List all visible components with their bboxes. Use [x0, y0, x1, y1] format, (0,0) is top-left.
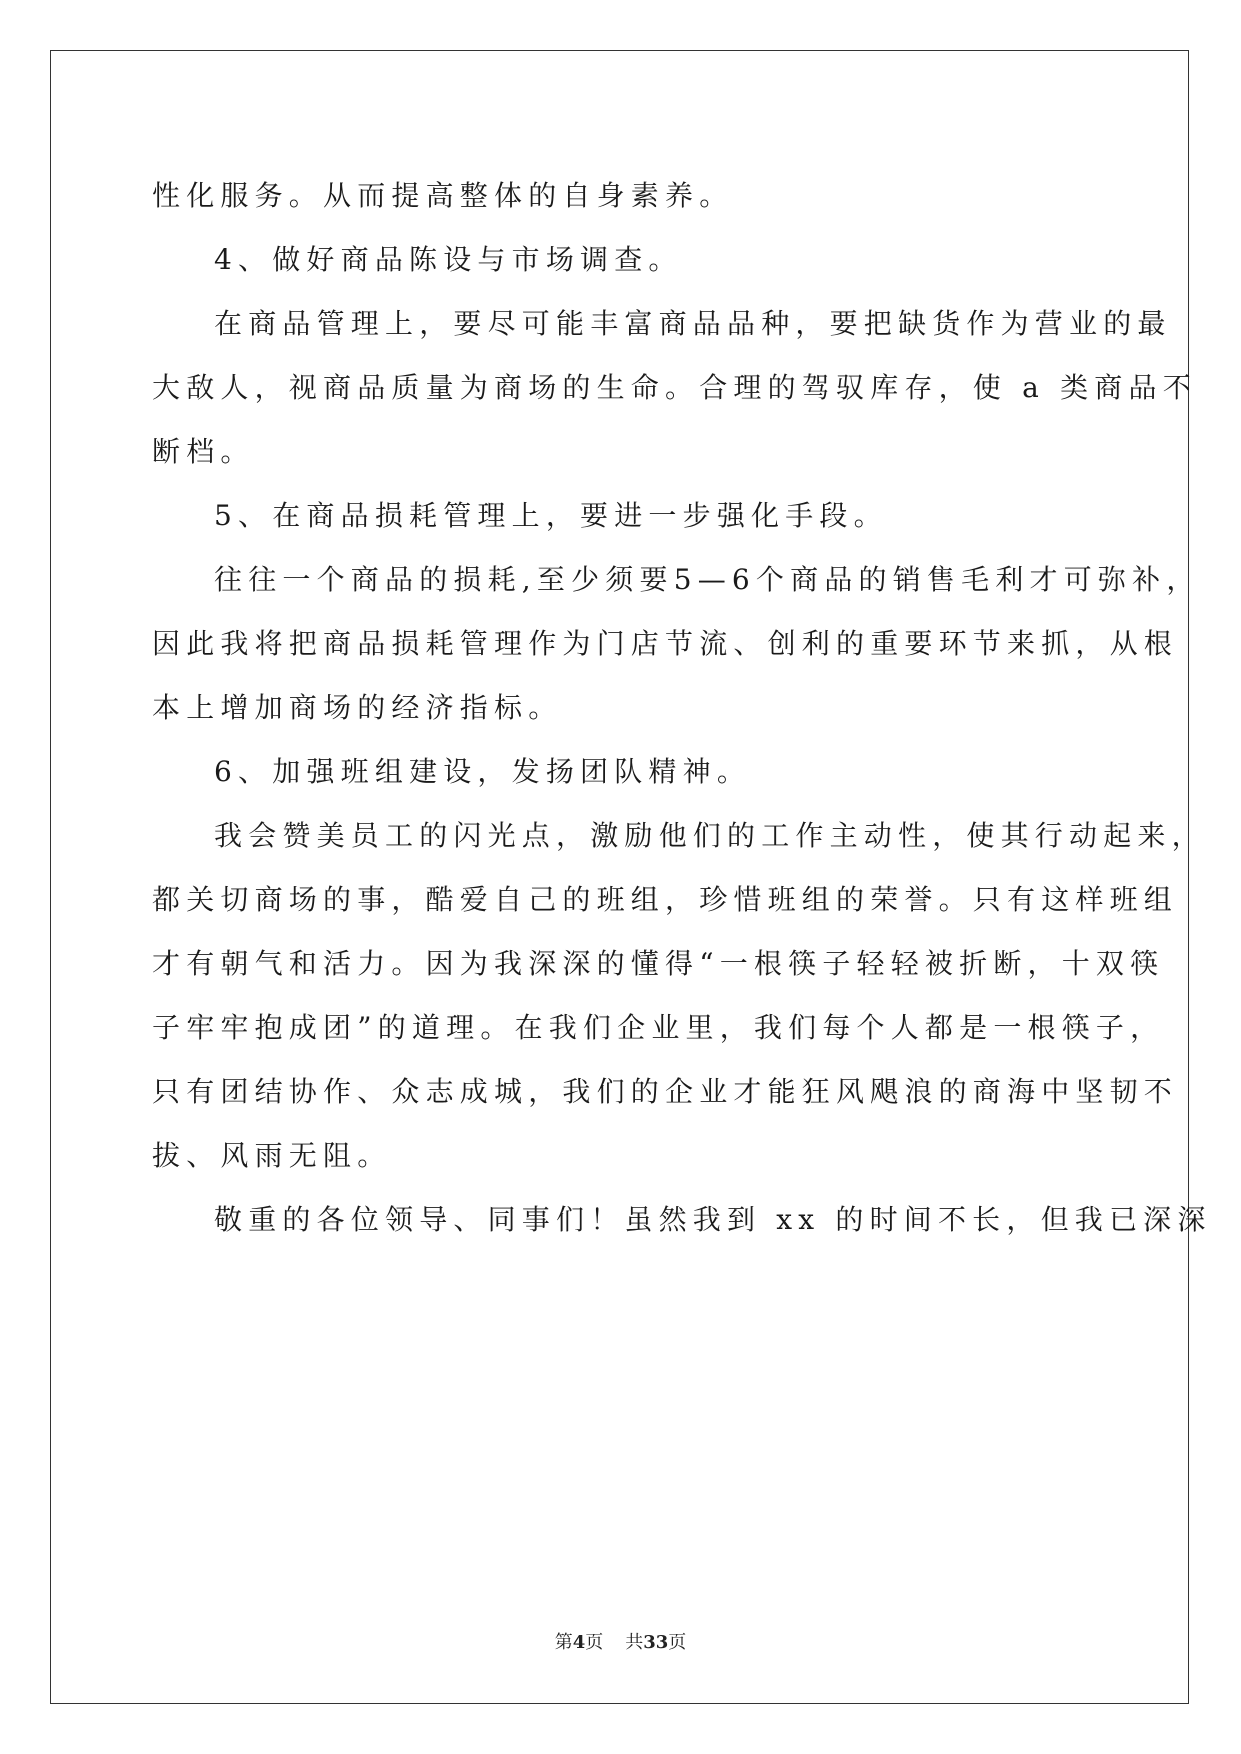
text-line: 才有朝气和活力。因为我深深的懂得“一根筷子轻轻被折断，十双筷	[152, 947, 1165, 980]
text-line: 子牢牢抱成团”的道理。在我们企业里，我们每个人都是一根筷子，	[152, 1011, 1165, 1044]
text-line: 本上增加商场的经济指标。	[152, 691, 563, 724]
document-body	[152, 164, 1212, 1252]
total-pages: 33	[643, 1632, 669, 1653]
text-line: 因此我将把商品损耗管理作为门店节流、创利的重要环节来抓，从根	[152, 627, 1179, 660]
text-line: 往往一个商品的损耗,至少须要5—6个商品的销售毛利才可弥补，	[214, 563, 1201, 596]
section-heading-4: 4、做好商品陈设与市场调查。	[214, 243, 683, 276]
text-line: 都关切商场的事，酷爱自己的班组，珍惜班组的荣誉。只有这样班组	[152, 883, 1179, 916]
text-line: 在商品管理上，要尽可能丰富商品品种，要把缺货作为营业的最	[214, 307, 1172, 340]
section-heading-6: 6、加强班组建设，发扬团队精神。	[214, 755, 752, 788]
text-line: 我会赞美员工的闪光点，激励他们的工作主动性，使其行动起来，	[214, 819, 1206, 852]
page-number: 4	[572, 1632, 586, 1653]
text-line: 断档。	[152, 435, 255, 468]
total-prefix: 共	[625, 1632, 644, 1653]
text-line: 性化服务。从而提高整体的自身素养。	[152, 179, 734, 212]
page-prefix: 第	[554, 1632, 573, 1653]
section-heading-5: 5、在商品损耗管理上，要进一步强化手段。	[214, 499, 888, 532]
text-line: 敬重的各位领导、同事们！虽然我到 xx 的时间不长，但我已深深	[214, 1203, 1212, 1236]
page-suffix: 页	[585, 1632, 604, 1653]
text-line: 拔、风雨无阻。	[152, 1139, 392, 1172]
page-footer	[0, 1628, 1241, 1654]
total-suffix: 页	[668, 1632, 687, 1653]
text-line: 只有团结协作、众志成城，我们的企业才能狂风飓浪的商海中坚韧不	[152, 1075, 1179, 1108]
text-line: 大敌人，视商品质量为商场的生命。合理的驾驭库存，使 a 类商品不	[152, 371, 1197, 404]
